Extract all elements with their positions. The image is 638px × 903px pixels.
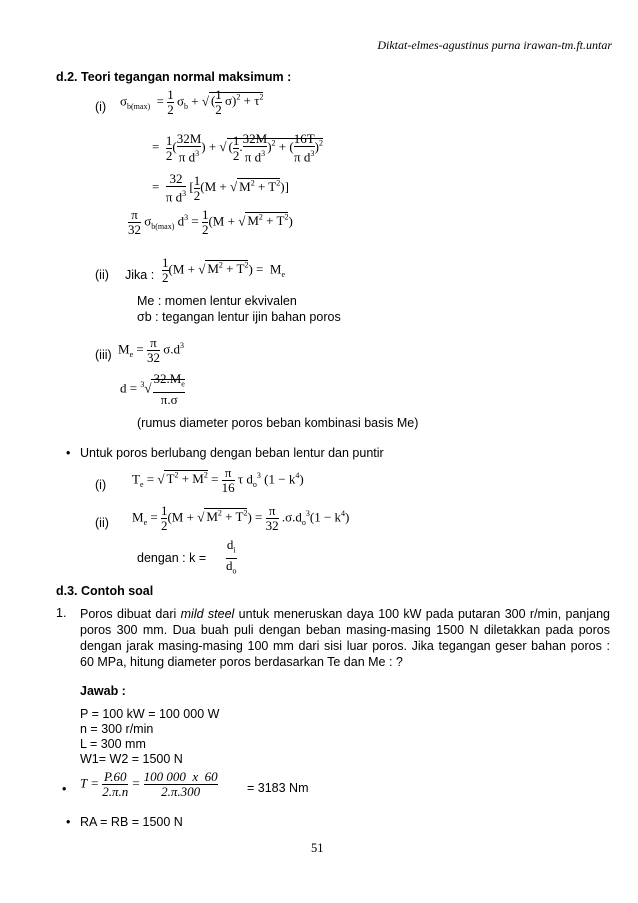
item-iii-label: (iii): [95, 348, 112, 362]
equation-i-line3: = $\frac{32}{\pi d^3}$ [ $\frac{1}{2}$ (M + √ $M^2 + T^2$)]: [152, 171, 289, 205]
given-item: L = 300 mm: [80, 737, 146, 751]
bullet: [66, 815, 70, 829]
given-item: P = 100 kW = 100 000 W: [80, 707, 220, 721]
item-ii-label: (ii): [95, 268, 109, 282]
problem-text: Poros dibuat dari mild steel untuk meneruskan daya 100 kW pada putaran 300 r/min, panjang poros 300 mm. Dua buah puli dengan beban masing-masing 1500 N diletakkan pada poros dengan jarak masing-masing 100 mm dari sisi luar poros. Jika tegangan geser bahan poros : 60 MPa, hitung diameter poros berdasarkan Te dan Me : ?: [80, 607, 611, 669]
given-list: [80, 707, 219, 767]
material-name: mild steel: [180, 607, 235, 621]
bullet: [62, 782, 66, 796]
equation-me-hollow: $M_e$ = $\frac{1}{2}$ (M + √ $M^2 + T^2$) = $\frac{\pi}{32}$ $.\sigma.d_o^3(1 - k^4)$: [132, 503, 350, 533]
equation-ii: $\frac{1}{2}$ (M + √ $M^2 + T^2) = M_e$: [162, 255, 286, 285]
given-item: n = 300 r/min: [80, 722, 154, 736]
problem-number: 1.: [56, 606, 67, 620]
jika-label: Jika :: [125, 268, 155, 282]
running-header: Diktat-elmes-agustinus purna irawan-tm.ft.untar: [377, 38, 612, 52]
equation-te: $T_e$ = √ $T^2 + M^2$ = $\frac{\pi}{16}$ τ $d_o^3$ $(1 - k^4)$: [132, 465, 304, 495]
hollow-item-i-label: (i): [95, 478, 107, 492]
equation-k: $\frac{d_i}{d_o}$: [226, 538, 237, 578]
equation-i-line1: $\sigma_{b(max)}$ = $\frac{1}{2}$ $\sigma_b$ + √ ( $\frac{1}{2}$ $\sigma)^2 + \tau^2$: [120, 87, 264, 117]
formula-note: (rumus diameter poros beban kombinasi basis Me): [137, 416, 419, 430]
answer-label: Jawab :: [80, 684, 126, 698]
equation-iii-d: d = $^3$√ $\frac{32.M_e}{\pi.\sigma}$: [120, 371, 185, 407]
equation-i-line2: = $\frac{1}{2}$ ( $\frac{32M}{\pi d^3}$ ) + √ ( $\frac{1}{2}$ . $\frac{32M}{\pi d^3}$ )$^2$ + ( $\frac{16T}{\pi d^3}$ )$^2$: [152, 131, 324, 165]
section-title-d2: d.2. Teori tegangan normal maksimum :: [56, 70, 292, 84]
given-item: W1= W2 = 1500 N: [80, 752, 183, 766]
equation-i-line4: $\frac{\pi}{32}$ $\sigma_{b(max)}$ $d^3$ = $\frac{1}{2}$ (M + √ $M^2 + T^2$): [128, 207, 293, 237]
item-i-label: (i): [95, 100, 107, 114]
hollow-shaft-text: Untuk poros berlubang dengan beban lentur dan puntir: [80, 446, 384, 460]
dengan-label: dengan : k =: [137, 551, 207, 565]
reaction-forces: RA = RB = 1500 N: [80, 815, 183, 829]
torque-formula: T = $\frac{P.60}{2.\pi.n}$ = $\frac{100 000 x 60}{2.\pi.300}$: [80, 769, 218, 799]
section-title-d3: d.3. Contoh soal: [56, 584, 154, 598]
hollow-item-ii-label: (ii): [95, 516, 109, 530]
equation-iii-me: $M_e$ = $\frac{\pi}{32}$ $\sigma.d^3$: [118, 335, 184, 365]
torque-result: = 3183 Nm: [247, 781, 309, 795]
bullet: [66, 446, 70, 460]
me-definition: Me : momen lentur ekvivalen: [137, 294, 297, 308]
page-number: 51: [311, 841, 324, 855]
sigma-b-definition: σb : tegangan lentur ijin bahan poros: [137, 310, 341, 324]
